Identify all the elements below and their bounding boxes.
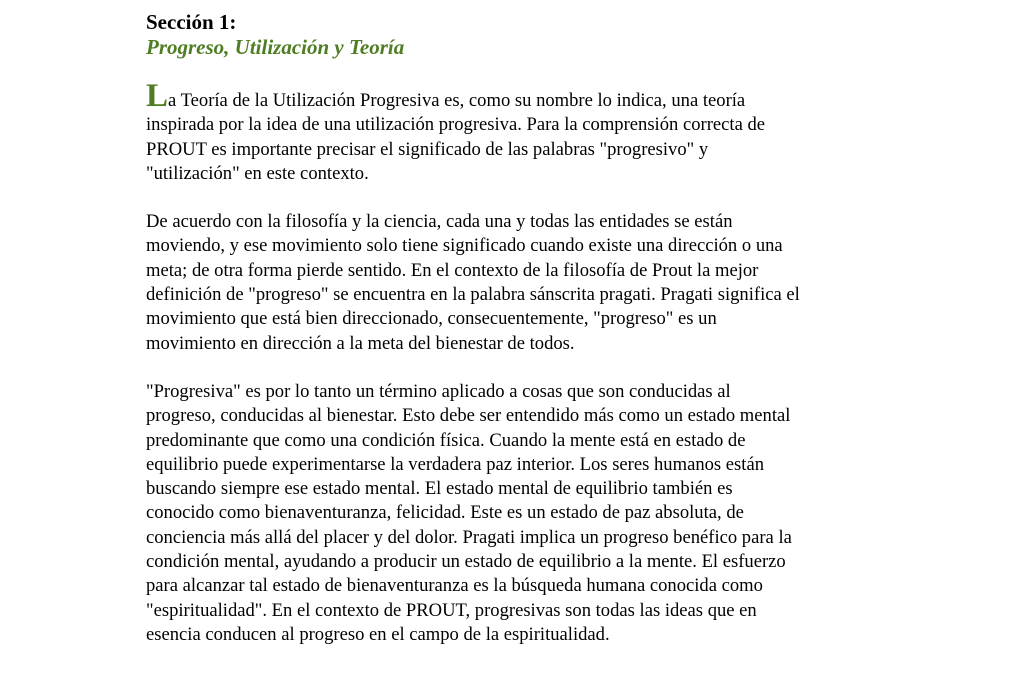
- paragraph-line: a Teoría de la Utilización Progresiva es, como su nombre lo indica, una teoría: [168, 90, 746, 111]
- paragraph-line: De acuerdo con la filosofía y la ciencia, cada una y todas las entidades se están: [146, 211, 733, 233]
- section-number: Sección 1:: [146, 10, 237, 34]
- paragraph-2: [146, 210, 886, 356]
- paragraph-1: [146, 78, 886, 186]
- document-page: [146, 10, 886, 647]
- paragraph-line: definición de "progreso" se encuentra en la palabra sánscrita pragati. Pragati significa el: [146, 284, 800, 306]
- drop-cap: L: [146, 78, 169, 114]
- paragraph-line: "Progresiva" es por lo tanto un término aplicado a cosas que son conducidas al: [146, 380, 731, 402]
- paragraph-line: meta; de otra forma pierde sentido. En el contexto de la filosofía de Prout la mejor: [146, 259, 759, 281]
- paragraph-line: buscando siempre ese estado mental. El estado mental de equilibrio también es: [146, 478, 733, 500]
- paragraph-line: conciencia más allá del placer y del dolor. Pragati implica un progreso benéfico para la: [146, 526, 792, 548]
- paragraph-line: inspirada por la idea de una utilización progresiva. Para la comprensión correcta de: [146, 114, 766, 136]
- paragraph-line: "espiritualidad". En el contexto de PROUT, progresivas son todas las ideas que en: [146, 599, 757, 621]
- paragraph-line: conocido como bienaventuranza, felicidad. Este es un estado de paz absoluta, de: [146, 502, 744, 524]
- section-title: Progreso, Utilización y Teoría: [146, 35, 405, 59]
- paragraph-line: esencia conducen al progreso en el campo de la espiritualidad.: [146, 623, 610, 645]
- paragraph-line: para alcanzar tal estado de bienaventuranza es la búsqueda humana conocida como: [146, 575, 763, 597]
- paragraph-line: equilibrio puede experimentarse la verdadera paz interior. Los seres humanos están: [146, 453, 765, 475]
- paragraph-line: moviendo, y ese movimiento solo tiene significado cuando existe una dirección o una: [146, 235, 783, 257]
- paragraph-3: [146, 380, 886, 647]
- paragraph-line: progreso, conducidas al bienestar. Esto debe ser entendido más como un estado mental: [146, 405, 791, 427]
- paragraph-line: condición mental, ayudando a producir un estado de equilibrio a la mente. El esfuerzo: [146, 551, 786, 573]
- paragraph-line: movimiento que está bien direccionado, consecuentemente, "progreso" es un: [146, 308, 717, 330]
- paragraph-line: "utilización" en este contexto.: [146, 162, 369, 184]
- paragraph-line: predominante que como una condición física. Cuando la mente está en estado de: [146, 429, 746, 451]
- paragraph-line: movimiento en dirección a la meta del bienestar de todos.: [146, 332, 575, 354]
- paragraph-line: PROUT es importante precisar el significado de las palabras "progresivo" y: [146, 138, 709, 160]
